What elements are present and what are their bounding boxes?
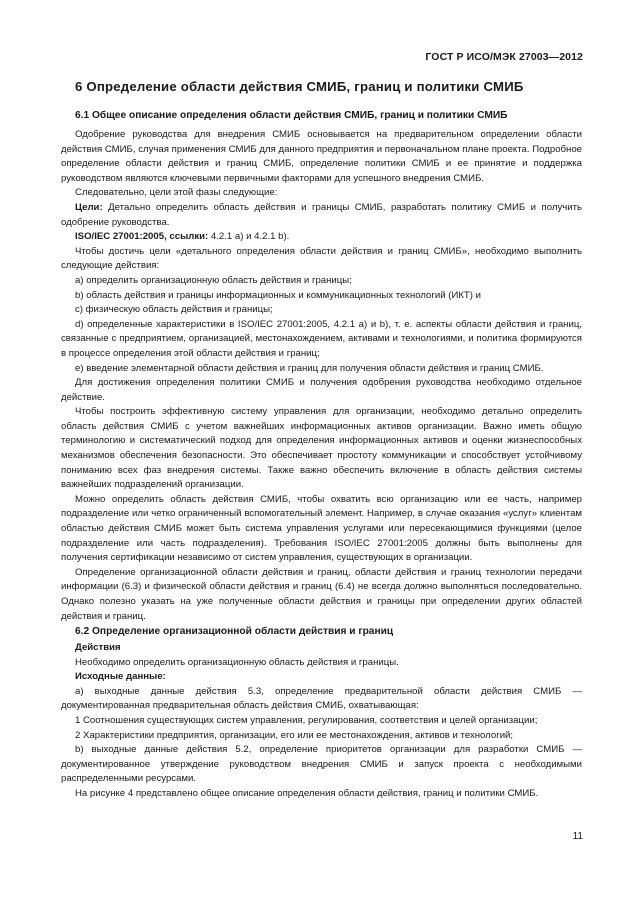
refs-text: 4.2.1 а) и 4.2.1 b). <box>208 231 290 243</box>
list-item: а) определить организационную область действия и границы; <box>75 274 352 286</box>
paragraph: Чтобы построить эффективную систему управления для организации, необходимо детально определить область действия СМИБ с учетом важнейших информационных активов организации. Важно иметь общую терминологию и систематический подход для определения информационных активов и оценки жизнеспособных механизмов обеспечения безопасности. Это обеспечивает простоту коммуникации и способствует устойчивому пониманию всех фаз внедрения системы. Также важно обеспечить включение в область действия системы важнейших подразделений организации. <box>61 406 582 491</box>
list-item: c) физическую область действия и границы; <box>75 304 273 316</box>
goals-label: Цели: <box>75 201 103 213</box>
page-number: 11 <box>572 831 583 842</box>
inputs-label-text: Исходные данные: <box>75 671 166 683</box>
paragraph: Определение организационной области действия и границ, области действия и границ технологии передачи информации (6.3) и физической области действия и границ (6.4) не всегда должно выполняться последовательно. Однако полезно указать на уже полученные области действия и границы при определении других областей действия и границ. <box>61 566 582 622</box>
paragraph: Необходимо определить организационную область действия и границы. <box>75 656 399 668</box>
section-6-title: 6 Определение области действия СМИБ, границ и политики СМИБ <box>75 79 524 94</box>
actions-label <box>61 641 582 656</box>
list-item: b) область действия и границы информационных и коммуникационных технологий (ИКТ) и <box>75 289 482 301</box>
goals-text: Детально определить область действия и границы СМИБ, разработать политику СМИБ и получить одобрение руководства. <box>61 201 582 228</box>
section-6-1-body <box>61 128 582 624</box>
refs-label: ISO/IEC 27001:2005, ссылки: <box>75 231 209 243</box>
section-6-2-title: 6.2 Определение организационной области действия и границ <box>75 626 394 637</box>
paragraph: Чтобы достичь цели «детального определения области действия и границ СМИБ», необходимо выполнить следующие действия: <box>61 245 582 272</box>
inputs-label <box>61 670 582 685</box>
paragraph: Можно определить область действия СМИБ, чтобы охватить всю организацию или ее часть, например подразделение или четко ограниченный вспомогательный элемент. Например, в случае оказания «услуг» клиентам областью действия СМИБ может быть система управления услугами или пересекающимися функциями (целое подразделение или часть подразделения). Требования ISO/IEC 27001:2005 должны быть выполнены для получения сертификации независимо от систем управления, существующих в организации. <box>61 493 582 564</box>
section-6-1-title: 6.1 Общее описание определения области действия СМИБ, границ и политики СМИБ <box>75 110 508 121</box>
sub-list-item: 1 Соотношения существующих систем управления, регулирования, соответствия и целей организации; <box>75 714 538 726</box>
list-item: b) выходные данные действия 5.2, определение приоритетов организации для разработки СМИБ — документированное утверждение руководством внедрения СМИБ и запуск проекта с необходимыми распределенными ресурсами. <box>61 744 582 785</box>
paragraph: Для достижения определения политики СМИБ и получения одобрения руководства необходимо отдельное действие. <box>61 377 582 403</box>
paragraph: Одобрение руководства для внедрения СМИБ основывается на предварительном определении области действия СМИБ, случая применения СМИБ для данного предприятия и первоначальном плане проекта. Подробное определение области действия и границ СМИБ, определение политики СМИБ и ее принятие и поддержка руководством являются ключевыми первичными факторами для успешного внедрения СМИБ. <box>61 129 582 184</box>
list-item: а) выходные данные действия 5.3, определение предварительной области действия СМИБ — документированная предварительная область действия СМИБ, охватывающая: <box>61 685 582 712</box>
document-header: ГОСТ Р ИСО/МЭК 27003—2012 <box>425 51 583 63</box>
list-item: e) введение элементарной области действия и границ для получения области действия и границ СМИБ. <box>75 362 544 374</box>
actions-label-text: Действия <box>75 642 121 653</box>
sub-list-item: 2 Характеристики предприятия, организации, его или ее местонахождения, активов и технологий; <box>75 729 514 741</box>
list-item: d) определенные характеристики в ISO/IEC 27001:2005, 4.2.1 а) и b), т. е. аспекты области действия и границ, связанные с предприятием, организацией, местонахождением, активами и технологиями, и политика формируются в процессе определения этой области действия и границ; <box>61 318 582 359</box>
refs-paragraph <box>61 230 582 245</box>
paragraph: На рисунке 4 представлено общее описание определения области действия, границ и политики СМИБ. <box>75 787 539 799</box>
section-6-2-body <box>61 641 582 802</box>
paragraph: Следовательно, цели этой фазы следующие: <box>75 187 278 199</box>
goals-paragraph <box>61 201 582 230</box>
